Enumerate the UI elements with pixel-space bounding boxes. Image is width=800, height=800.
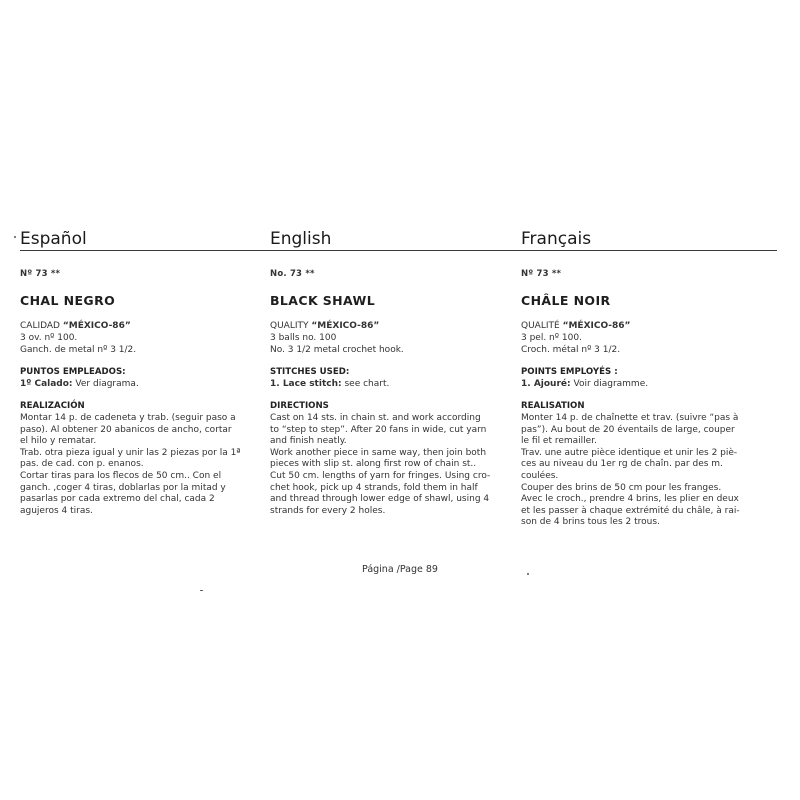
directions-line: pasarlas por cada extremo del chal, cada 2 <box>20 494 215 505</box>
quality-label: CALIDAD <box>20 321 60 331</box>
scan-speck <box>200 590 203 591</box>
stitch-description: see chart. <box>344 378 390 389</box>
directions-line: coulées. <box>521 470 559 481</box>
page-footer: Página /Page 89 <box>362 564 438 575</box>
column-english <box>270 228 518 517</box>
directions-heading: REALIZACIÓN <box>20 401 85 412</box>
directions-line: Montar 14 p. de cadeneta y trab. (seguir paso a <box>20 412 236 423</box>
language-heading: Español <box>20 229 87 249</box>
stitch-description: Voir diagramme. <box>573 378 649 389</box>
directions-line: chet hook, pick up 4 strands, fold them in half <box>270 482 478 493</box>
directions-line: Cut 50 cm. lengths of yarn for fringes. Using cro- <box>270 470 491 481</box>
directions-text <box>20 413 268 517</box>
materials-block <box>270 321 518 356</box>
stitch-entry <box>270 379 518 391</box>
directions-heading: REALISATION <box>521 401 585 412</box>
directions-heading: DIRECTIONS <box>270 401 329 412</box>
pattern-title: CHAL NEGRO <box>20 293 116 308</box>
scan-speck <box>14 236 16 238</box>
stitches-heading: PUNTOS EMPLEADOS: <box>20 367 126 378</box>
language-heading: Français <box>521 229 592 249</box>
stitch-name: 1. Lace stitch: <box>270 378 342 389</box>
directions-line: and finish neatly. <box>270 436 347 447</box>
stitch-description: Ver diagrama. <box>75 378 139 389</box>
materials-line: 3 pel. nº 100. <box>521 332 582 343</box>
materials-line: Croch. métal nº 3 1/2. <box>521 344 621 355</box>
quality-label: QUALITY <box>270 321 309 331</box>
directions-line: Couper des brins de 50 cm pour les franges. <box>521 482 722 493</box>
quality-name: “MÉXICO-86” <box>62 321 131 331</box>
directions-text <box>270 413 518 517</box>
pattern-title: CHÂLE NOIR <box>521 293 611 308</box>
pattern-number: Nº 73 ** <box>20 269 61 279</box>
directions-line: son de 4 brins tous les 2 trous. <box>521 517 660 528</box>
directions-line: et les passer à chaque extrémité du châle, à rai- <box>521 505 740 516</box>
directions-line: Monter 14 p. de chaînette et trav. (suivre “pas à <box>521 412 739 423</box>
column-spanish <box>20 228 268 517</box>
stitches-heading: POINTS EMPLOYÉS : <box>521 367 618 378</box>
directions-line: Avec le croch., prendre 4 brins, les plier en deux <box>521 494 739 505</box>
directions-line: and thread through lower edge of shawl, using 4 <box>270 494 490 505</box>
materials-line: No. 3 1/2 metal crochet hook. <box>270 344 404 355</box>
directions-line: to “step to step”. After 20 fans in wide, cut yarn <box>270 424 487 435</box>
directions-line: Cortar tiras para los flecos de 50 cm.. Con el <box>20 470 222 481</box>
pattern-number: No. 73 ** <box>270 269 315 279</box>
directions-line: pas”). Au bout de 20 éventails de large, couper <box>521 424 735 435</box>
stitch-name: 1. Ajouré: <box>521 378 571 389</box>
stitches-heading: STITCHES USED: <box>270 367 350 378</box>
scan-speck <box>527 573 529 575</box>
pattern-number: Nº 73 ** <box>521 269 562 279</box>
directions-line: le fil et remailler. <box>521 436 597 447</box>
materials-line: 3 ov. nº 100. <box>20 332 78 343</box>
pattern-title: BLACK SHAWL <box>270 293 376 308</box>
materials-line: 3 balls no. 100 <box>270 332 337 343</box>
directions-line: strands for every 2 holes. <box>270 505 386 516</box>
directions-line: agujeros 4 tiras. <box>20 505 93 516</box>
directions-line: el hilo y rematar. <box>20 436 97 447</box>
stitch-entry <box>521 379 769 391</box>
directions-line: Cast on 14 sts. in chain st. and work according <box>270 412 481 423</box>
directions-line: pieces with slip st. along first row of chain st.. <box>270 459 477 470</box>
materials-block <box>20 321 268 356</box>
language-heading: English <box>270 229 332 249</box>
directions-text <box>521 413 769 529</box>
directions-line: Trav. une autre pièce identique et unir les 2 piè- <box>521 447 738 458</box>
quality-name: “MÉXICO-86” <box>562 321 631 331</box>
stitch-entry <box>20 379 268 391</box>
column-french <box>521 228 769 529</box>
directions-line: pas. de cad. con p. enanos. <box>20 459 144 470</box>
quality-label: QUALITÉ <box>521 321 560 331</box>
directions-line: Work another piece in same way, then join both <box>270 447 487 458</box>
directions-line: paso). Al obtener 20 abanicos de ancho, cortar <box>20 424 232 435</box>
quality-name: “MÉXICO-86” <box>311 321 380 331</box>
stitch-name: 1º Calado: <box>20 378 73 389</box>
directions-line: ganch. ,coger 4 tiras, doblarlas por la mitad y <box>20 482 226 493</box>
materials-line: Ganch. de metal nº 3 1/2. <box>20 344 137 355</box>
directions-line: ces au niveau du 1er rg de chaîn. par des m. <box>521 459 723 470</box>
directions-line: Trab. otra pieza igual y unir las 2 piezas por la 1ª <box>20 447 241 458</box>
materials-block <box>521 321 769 356</box>
